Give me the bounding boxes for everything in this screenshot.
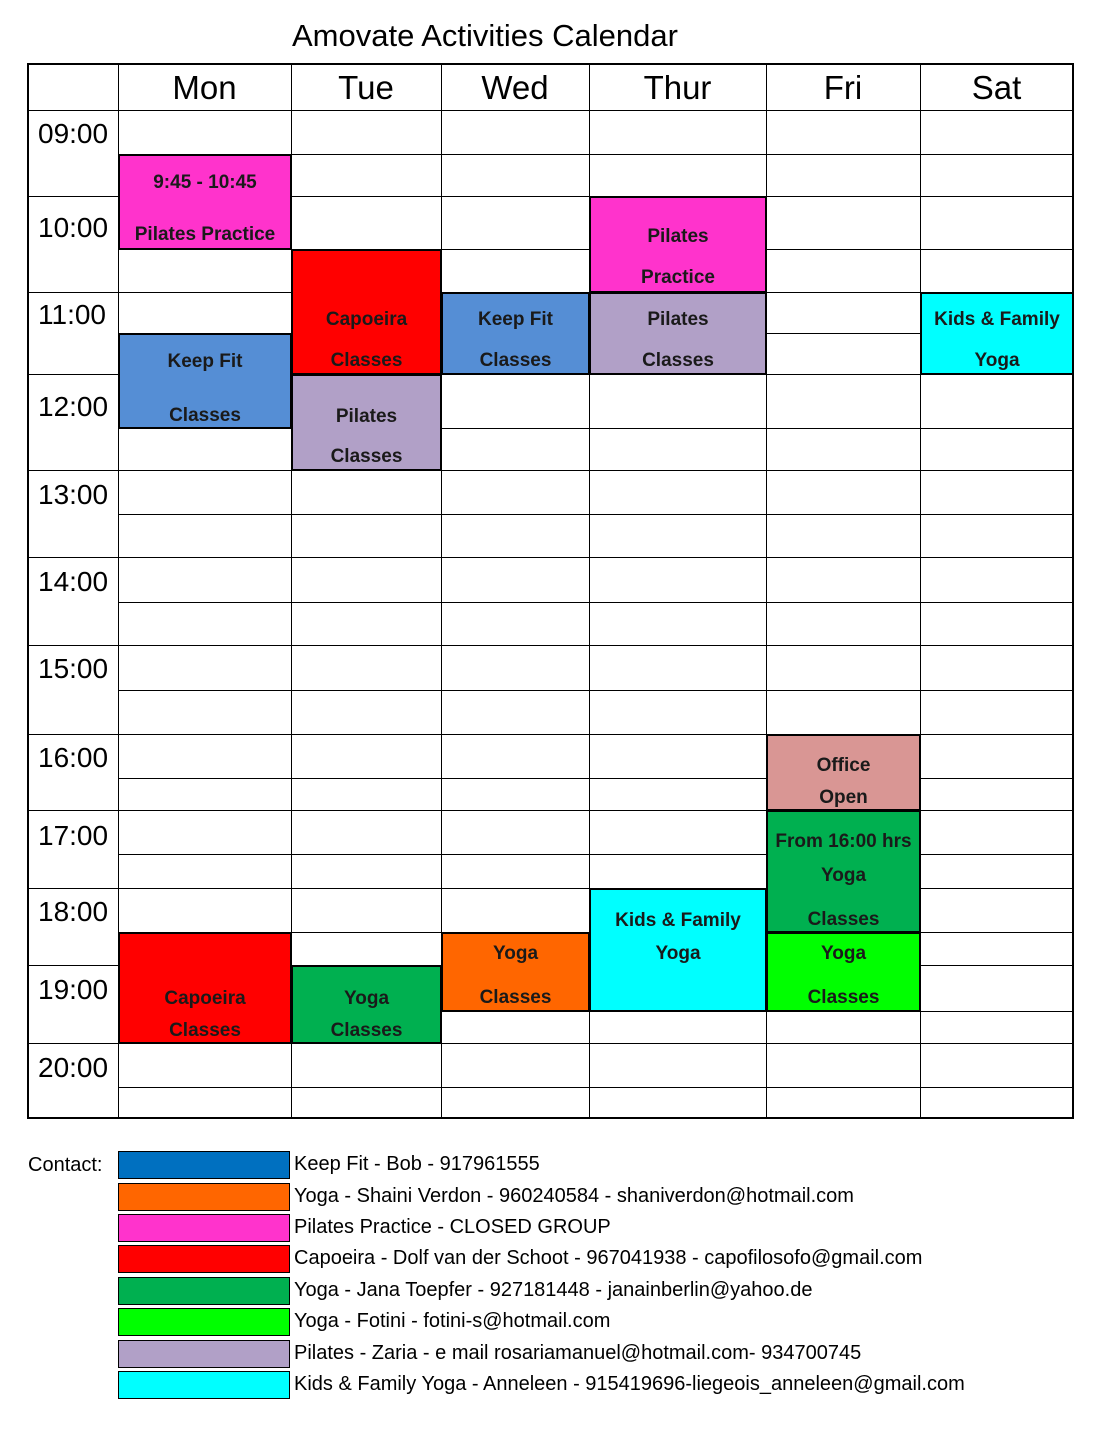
activity-label: Practice bbox=[641, 267, 715, 288]
activity-mon-pilates-practice bbox=[118, 154, 292, 250]
time-divider bbox=[27, 292, 118, 293]
legend-text: Yoga - Fotini - fotini-s@hotmail.com bbox=[294, 1310, 611, 1332]
activity-mon-capoeira bbox=[118, 932, 292, 1044]
activity-thu-pilates-practice bbox=[589, 196, 767, 293]
day-header-fri: Fri bbox=[823, 69, 863, 106]
grid-row-line bbox=[118, 854, 1073, 855]
activity-label: Classes bbox=[479, 350, 552, 371]
time-label: 13:00 bbox=[38, 479, 109, 510]
activity-label: Kids & Family bbox=[934, 309, 1060, 330]
activity-sat-kids-family-yoga bbox=[920, 292, 1074, 375]
activity-fri-yoga-jana bbox=[766, 810, 921, 933]
activity-wed-keep-fit bbox=[441, 292, 590, 375]
grid-row-line bbox=[118, 778, 1073, 779]
grid-row-line bbox=[118, 734, 1073, 735]
time-label: 12:00 bbox=[38, 391, 109, 422]
time-label: 17:00 bbox=[38, 820, 109, 851]
legend-swatch bbox=[118, 1371, 290, 1399]
activity-label: Capoeira bbox=[164, 988, 246, 1009]
activity-thu-kids-family-yoga bbox=[589, 888, 767, 1012]
time-divider bbox=[27, 645, 118, 646]
activity-label: Yoga bbox=[820, 865, 867, 886]
activity-tue-capoeira bbox=[291, 249, 442, 375]
contact-label: Contact: bbox=[28, 1154, 103, 1176]
activity-label: Yoga bbox=[343, 988, 390, 1009]
activity-mon-keep-fit bbox=[118, 333, 292, 429]
day-header-tue: Tue bbox=[338, 69, 394, 106]
grid-row-line bbox=[118, 470, 1073, 471]
grid-row-line bbox=[118, 110, 1073, 111]
legend-text: Pilates Practice - CLOSED GROUP bbox=[294, 1216, 611, 1238]
activity-label: Yoga bbox=[655, 943, 701, 964]
grid-row-line bbox=[27, 110, 118, 111]
time-divider bbox=[27, 734, 118, 735]
grid-row-line bbox=[118, 1087, 1073, 1088]
day-header-mon: Mon bbox=[172, 69, 237, 106]
legend-text: Keep Fit - Bob - 917961555 bbox=[294, 1153, 540, 1175]
grid-row-line bbox=[118, 602, 1073, 603]
calendar-title: Amovate Activities Calendar bbox=[292, 18, 678, 53]
activity-wed-yoga bbox=[441, 932, 590, 1012]
grid-row-line bbox=[118, 557, 1073, 558]
activity-label: Office bbox=[816, 755, 871, 776]
legend-text: Yoga - Jana Toepfer - 927181448 - janainberlin@yahoo.de bbox=[294, 1279, 813, 1301]
activity-label: Kids & Family bbox=[615, 910, 741, 931]
time-divider bbox=[27, 1043, 118, 1044]
time-label: 20:00 bbox=[38, 1052, 109, 1083]
time-label: 19:00 bbox=[38, 974, 109, 1005]
legend-text: Yoga - Shaini Verdon - 960240584 - shaniverdon@hotmail.com bbox=[294, 1185, 854, 1207]
activity-label: Classes bbox=[642, 350, 714, 371]
time-divider bbox=[27, 888, 118, 889]
activity-label: Yoga bbox=[974, 350, 1020, 371]
activity-label: Pilates bbox=[647, 226, 709, 247]
activity-label: Keep Fit bbox=[167, 351, 243, 372]
time-divider bbox=[27, 374, 118, 375]
time-divider bbox=[27, 557, 118, 558]
activity-label: Classes bbox=[330, 446, 403, 467]
activity-thu-pilates-classes bbox=[589, 292, 767, 375]
legend-text: Capoeira - Dolf van der Schoot - 967041938 - capofilosofo@gmail.com bbox=[294, 1247, 923, 1269]
legend-swatch bbox=[118, 1308, 290, 1336]
time-label: 09:00 bbox=[38, 118, 109, 149]
time-label: 15:00 bbox=[38, 653, 109, 684]
legend-text: Pilates - Zaria - e mail rosariamanuel@hotmail.com- 934700745 bbox=[294, 1342, 862, 1364]
legend-swatch bbox=[118, 1151, 290, 1179]
activity-label: Yoga bbox=[820, 943, 867, 964]
time-divider bbox=[27, 965, 118, 966]
activity-label: Pilates bbox=[647, 309, 709, 330]
time-divider bbox=[27, 196, 118, 197]
activity-label: Pilates Practice bbox=[134, 224, 276, 245]
legend-swatch bbox=[118, 1183, 290, 1211]
time-label: 16:00 bbox=[38, 742, 109, 773]
activity-label: Pilates bbox=[335, 406, 398, 427]
activity-label: Classes bbox=[807, 987, 880, 1008]
activity-label: Classes bbox=[479, 987, 552, 1008]
grid-row-line bbox=[118, 690, 1073, 691]
grid-row-line bbox=[118, 514, 1073, 515]
day-header-thur: Thur bbox=[643, 69, 712, 106]
activity-tue-pilates-classes bbox=[291, 374, 442, 471]
activity-label: Yoga bbox=[492, 943, 539, 964]
time-label: 10:00 bbox=[38, 212, 109, 243]
day-header-sat: Sat bbox=[971, 69, 1022, 106]
time-label: 14:00 bbox=[38, 566, 109, 597]
activity-label: Classes bbox=[330, 1020, 403, 1041]
time-divider bbox=[27, 470, 118, 471]
grid-row-line bbox=[118, 810, 1073, 811]
time-divider bbox=[27, 810, 118, 811]
legend-swatch bbox=[118, 1214, 290, 1242]
activity-label: Capoeira bbox=[325, 309, 408, 330]
legend-swatch bbox=[118, 1277, 290, 1305]
grid-row-line bbox=[118, 645, 1073, 646]
activity-label: Classes bbox=[169, 1020, 241, 1041]
activity-label: Open bbox=[819, 787, 868, 808]
activity-label: 9:45 - 10:45 bbox=[153, 172, 257, 193]
activity-label: Classes bbox=[169, 405, 241, 426]
legend-swatch bbox=[118, 1245, 290, 1273]
activity-fri-yoga-fotini bbox=[766, 932, 921, 1012]
time-label: 18:00 bbox=[38, 896, 109, 927]
time-label: 11:00 bbox=[38, 299, 106, 330]
day-header-wed: Wed bbox=[481, 69, 549, 106]
activity-label: Classes bbox=[330, 350, 403, 371]
activity-tue-yoga bbox=[291, 965, 442, 1044]
legend-swatch bbox=[118, 1340, 290, 1368]
activity-label: Classes bbox=[807, 909, 880, 930]
activity-fri-office-open bbox=[766, 734, 921, 811]
legend-text: Kids & Family Yoga - Anneleen - 915419696-liegeois_anneleen@gmail.com bbox=[294, 1373, 965, 1395]
activity-label: From 16:00 hrs bbox=[775, 831, 912, 852]
activity-label: Keep Fit bbox=[478, 309, 553, 330]
